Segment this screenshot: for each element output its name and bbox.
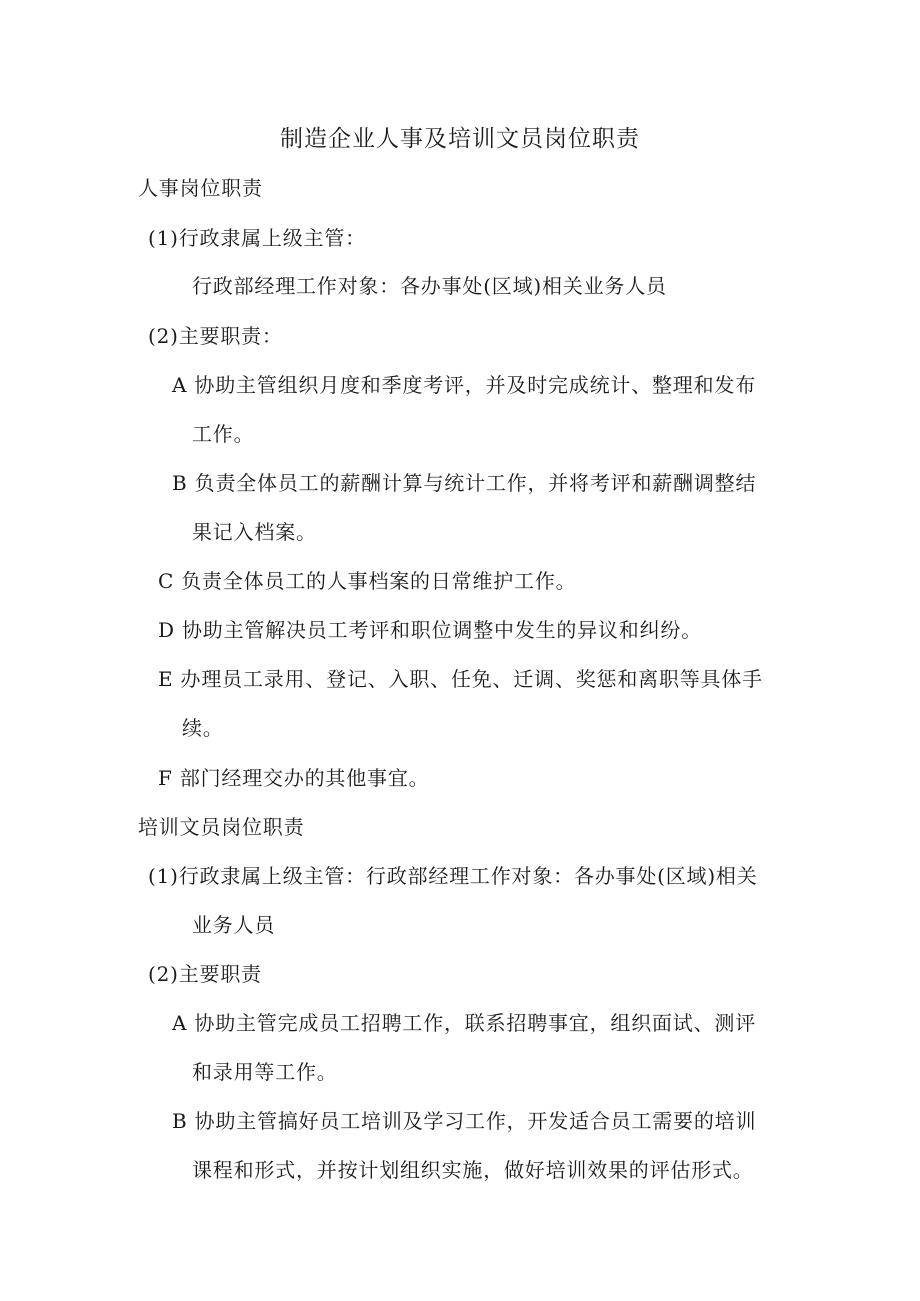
duty-e-line2: 续。 bbox=[182, 716, 224, 740]
reporting-line-label: (1)行政隶属上级主管： bbox=[148, 226, 366, 250]
section-heading-training: 培训文员岗位职责 bbox=[138, 815, 305, 839]
duty-a-line2: 工作。 bbox=[192, 422, 255, 446]
training-duty-b-line2: 课程和形式，并按计划组织实施，做好培训效果的评估形式。 bbox=[192, 1158, 754, 1182]
duty-b-line1: B 负责全体员工的薪酬计算与统计工作，并将考评和薪酬调整结 bbox=[172, 471, 757, 495]
duty-d: D 协助主管解决员工考评和职位调整中发生的异议和纠纷。 bbox=[158, 618, 702, 642]
training-duty-a-line2: 和录用等工作。 bbox=[192, 1060, 338, 1084]
training-reporting-line2: 业务人员 bbox=[192, 913, 276, 937]
duty-e-line1: E 办理员工录用、登记、入职、任免、迁调、奖惩和离职等具体手 bbox=[158, 667, 763, 691]
main-duties-label: (2)主要职责： bbox=[148, 324, 283, 348]
training-reporting-line1: (1)行政隶属上级主管：行政部经理工作对象：各办事处(区域)相关 bbox=[148, 864, 758, 888]
duty-b-line2: 果记入档案。 bbox=[192, 520, 317, 544]
training-duty-b-line1: B 协助主管搞好员工培训及学习工作，开发适合员工需要的培训 bbox=[172, 1109, 757, 1133]
duty-c: C 负责全体员工的人事档案的日常维护工作。 bbox=[158, 569, 577, 593]
reporting-line-detail: 行政部经理工作对象：各办事处(区域)相关业务人员 bbox=[192, 274, 667, 298]
training-duty-a-line1: A 协助主管完成员工招聘工作，联系招聘事宜，组织面试、测评 bbox=[172, 1011, 756, 1035]
duty-f: F 部门经理交办的其他事宜。 bbox=[158, 766, 430, 790]
section-heading-personnel: 人事岗位职责 bbox=[138, 176, 263, 200]
document-title: 制造企业人事及培训文员岗位职责 bbox=[280, 126, 640, 152]
training-duties-label: (2)主要职责 bbox=[148, 962, 262, 986]
duty-a-line1: A 协助主管组织月度和季度考评，并及时完成统计、整理和发布 bbox=[172, 373, 756, 397]
